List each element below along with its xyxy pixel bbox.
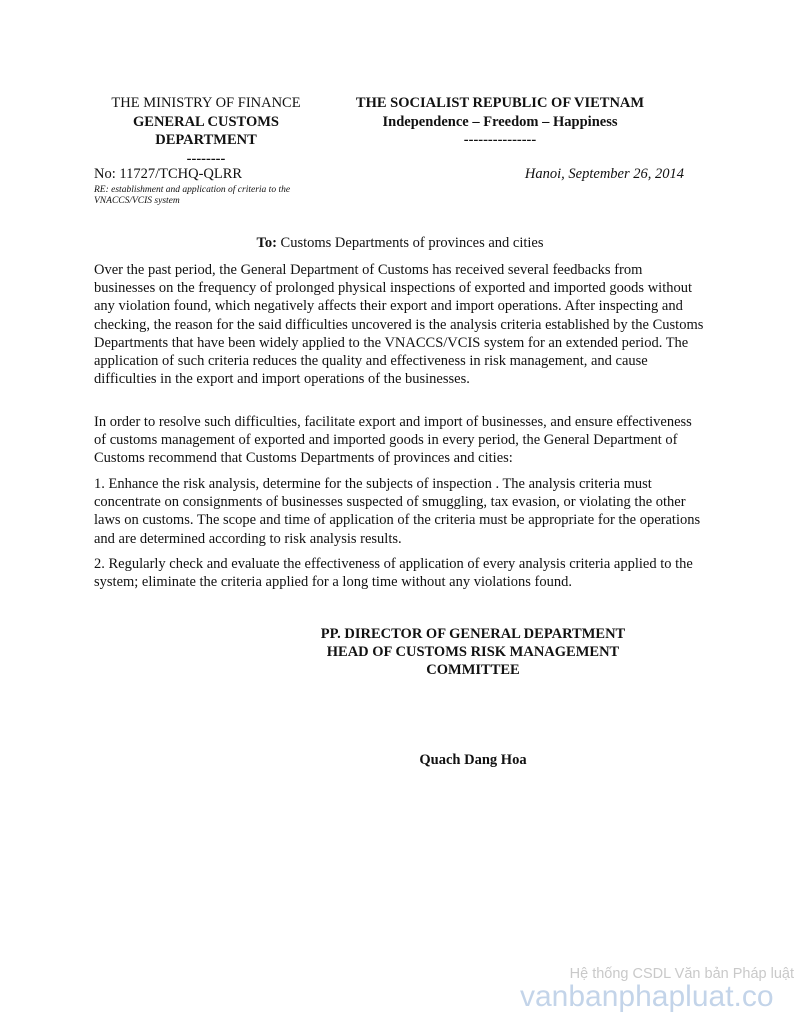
recipient-line (94, 235, 706, 252)
document-date: Hanoi, September 26, 2014 (524, 166, 684, 182)
department-divider: -------- (186, 150, 226, 167)
watermark-caption: Hệ thống CSDL Văn bản Pháp luật (569, 966, 794, 982)
document-subject-line1: RE: establishment and application of criteria to the (94, 185, 291, 195)
body-item-2: 2. Regularly check and evaluate the effectiveness of application of every analysis criteria applied to the system; eliminate the criteria applied for a long time without any violations found. (94, 556, 693, 591)
motto-divider: --------------- (463, 132, 537, 148)
document-subject (94, 185, 334, 207)
issuing-authority (94, 94, 318, 168)
document-number: No: 11727/TCHQ-QLRR (94, 166, 243, 182)
republic-name: THE SOCIALIST REPUBLIC OF VIETNAM (355, 95, 645, 111)
document-subject-line2: VNACCS/VCIS system (94, 196, 180, 206)
recipient-label: To: (256, 235, 277, 251)
signer-title-line3: COMMITTEE (426, 662, 520, 679)
signer-title-line2: HEAD OF CUSTOMS RISK MANAGEMENT (326, 644, 620, 661)
department-name-line1: GENERAL CUSTOMS (133, 113, 279, 130)
recipient-text: Customs Departments of provinces and cities (276, 235, 544, 251)
department-name-line2: DEPARTMENT (155, 132, 257, 148)
ministry-name: THE MINISTRY OF FINANCE (111, 95, 301, 111)
signer-name: Quach Dang Hoa (419, 752, 527, 768)
signer-title-line1: PP. DIRECTOR OF GENERAL DEPARTMENT (320, 626, 626, 642)
watermark-site: vanbanphapluat.co (520, 980, 774, 1013)
signer-title (290, 625, 656, 680)
body-paragraph-1: Over the past period, the General Department of Customs has received several feedbacks from businesses on the frequency of prolonged physical inspections of exported and imported goods without any violation found, which negatively affects their export and import operations. After inspecting and checking, the reason for the said difficulties uncovered is the analysis criteria established by the Customs Departments that have been widely applied to the VNACCS/VCIS system for an extended period. The application of such criteria reduces the quality and effectiveness in risk management, and cause difficulties in the export and import operations of the businesses. (94, 262, 704, 388)
body-paragraph-2: In order to resolve such difficulties, facilitate export and import of businesses, and ensure effectiveness of customs management of exported and imported goods in every period, the General Department of Customs recommend that Customs Departments of provinces and cities: (94, 414, 692, 467)
body-item-1: 1. Enhance the risk analysis, determine for the subjects of inspection . The analysis criteria must concentrate on consignments of businesses suspected of smuggling, tax evasion, or violating the other laws on customs. The scope and time of application of the criteria must be appropriate for the operations and are determined according to risk analysis results. (94, 476, 701, 547)
national-motto: Independence – Freedom – Happiness (382, 113, 618, 130)
national-heading (330, 94, 670, 150)
